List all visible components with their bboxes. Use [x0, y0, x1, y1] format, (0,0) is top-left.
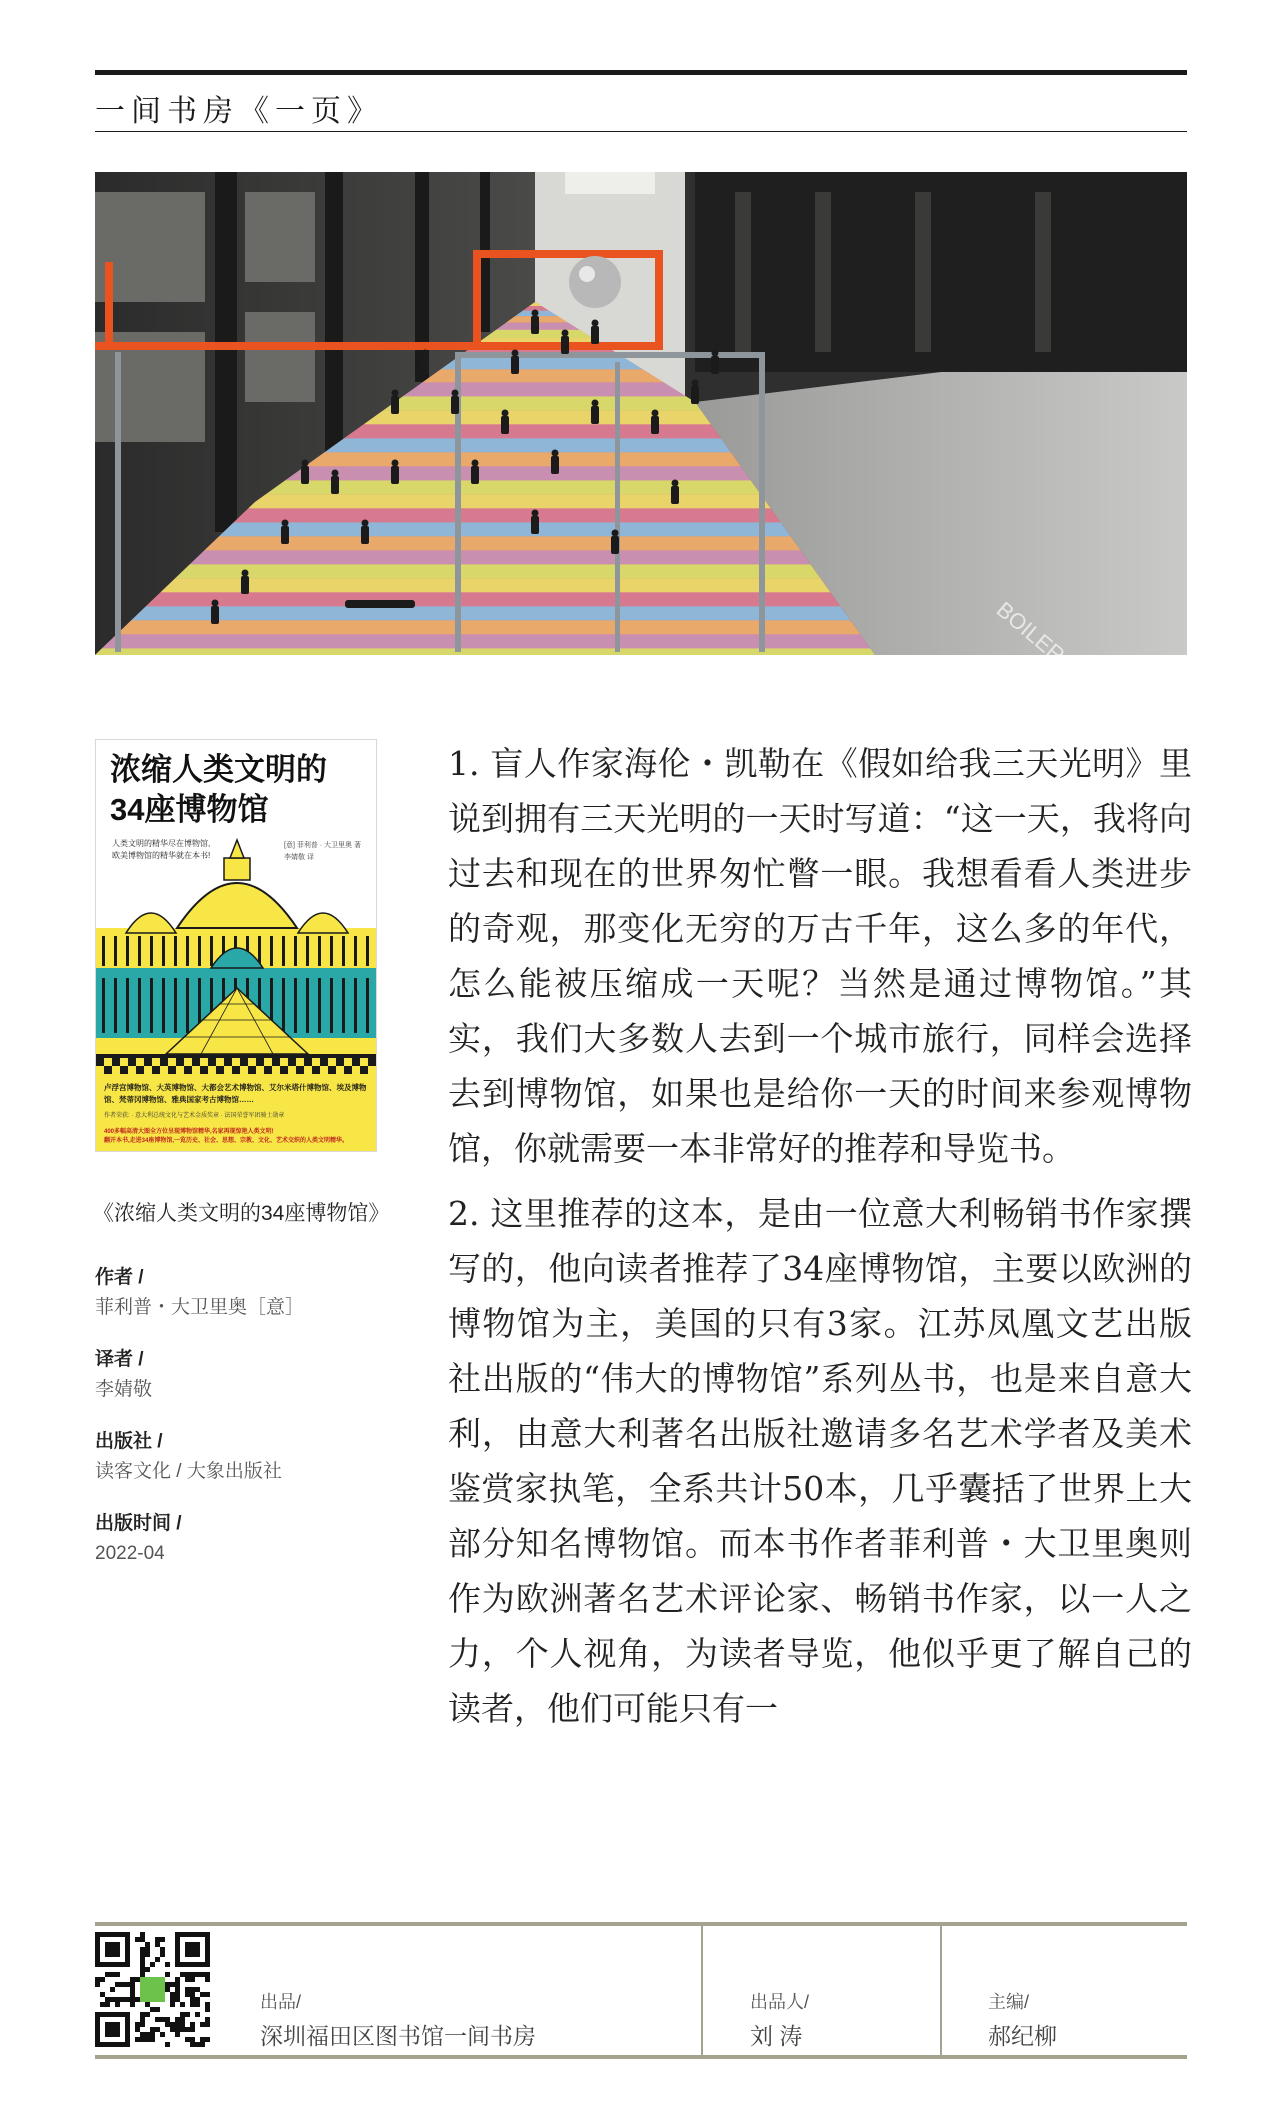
cover-info-band: [96, 1078, 377, 1152]
cover-author-honors: 作者荣获: · 意大利总统文化与艺术金质奖章 · 法国荣誉军团骑士勋章: [104, 1113, 285, 1119]
author-value: 菲利普・大卫里奥［意］: [95, 1297, 305, 1318]
article-paragraph-2: 2. 这里推荐的这本，是由一位意大利畅销书作家撰写的，他向读者推荐了34座博物馆，主要以欧洲的博物馆为主，美国的只有3家。江苏凤凰文艺出版社出版的“伟大的博物馆”系列丛书，也是来自意大利，由意大利著名出版社邀请多名艺术学者及美术鉴赏家执笔，全系共计50本，几乎囊括了世界上大部分知名博物馆。而本书作者菲利普・大卫里奥则作为欧洲著名艺术评论家、畅销书作家，以一人之力，个人视角，为读者导览，他似乎更了解自己的读者，他们可能只有一: [448, 1194, 1192, 1728]
page-title: 一间书房《一页》: [95, 95, 383, 128]
top-rule: [95, 70, 1187, 75]
publisher-label: 出版社 /: [95, 1431, 163, 1452]
date-label: 出版时间 /: [95, 1513, 182, 1534]
producer-value: 深圳福田区图书馆一间书房: [260, 2023, 536, 2049]
publisher-block: [95, 1427, 415, 1487]
qr-code-icon[interactable]: [95, 1932, 210, 2047]
footer-divider-2: [940, 1926, 942, 2055]
producer-label: 出品/: [260, 1992, 302, 2012]
cover-credit: [意] 菲利普 · 大卫里奥 著 李婧敬 译: [284, 842, 361, 861]
header-divider: [95, 131, 1187, 132]
producer-person-value: 刘 涛: [750, 2023, 803, 2049]
footer-bottom-rule: [95, 2055, 1187, 2059]
translator-value: 李婧敬: [95, 1379, 153, 1400]
footer-divider-1: [701, 1926, 703, 2055]
editor-label: 主编/: [988, 1992, 1030, 2012]
date-value: 2022-04: [95, 1543, 165, 1564]
publisher-value: 读客文化 / 大象出版社: [95, 1461, 282, 1482]
editor-value: 郝纪柳: [988, 2023, 1057, 2049]
article-body: [448, 736, 1192, 1736]
book-cover: [95, 739, 377, 1152]
cover-title: 浓缩人类文明的 34座博物馆: [110, 752, 327, 827]
translator-label: 译者 /: [95, 1349, 144, 1370]
cover-promo: 400多幅高清大图全方位呈现博物馆精华,名家再现惊艳人类文明! 翻开本书,走进34座博物馆,一览历史、社会、思想、宗教、文化、艺术交织的人类文明精华。: [104, 1129, 349, 1144]
hero-photo: [95, 172, 1187, 655]
author-block: [95, 1263, 415, 1323]
cover-tagline: 人类文明的精华尽在博物馆, 欧美博物馆的精华就在本书!: [112, 839, 211, 860]
date-block: [95, 1509, 415, 1569]
translator-block: [95, 1345, 415, 1405]
footer-top-rule: [95, 1922, 1187, 1926]
author-label: 作者 /: [95, 1267, 144, 1288]
producer-person-label: 出品人/: [750, 1992, 810, 2012]
article-paragraph-1: 1. 盲人作家海伦・凯勒在《假如给我三天光明》里说到拥有三天光明的一天时写道：“这一天，我将向过去和现在的世界匆忙瞥一眼。我想看看人类进步的奇观，那变化无穷的万古千年，这么多的年代，怎么能被压缩成一天呢？当然是通过博物馆。”其实，我们大多数人去到一个城市旅行，同样会选择去到博物馆，如果也是给你一天的时间来参观博物馆，你就需要一本非常好的推荐和导览书。: [448, 744, 1192, 1168]
book-name: 《浓缩人类文明的34座博物馆》: [93, 1202, 390, 1225]
cover-museum-list: 卢浮宫博物馆、大英博物馆、大都会艺术博物馆、艾尔米塔什博物馆、埃及博物馆、梵蒂冈博物馆、雅典国家考古博物馆……: [104, 1083, 367, 1104]
